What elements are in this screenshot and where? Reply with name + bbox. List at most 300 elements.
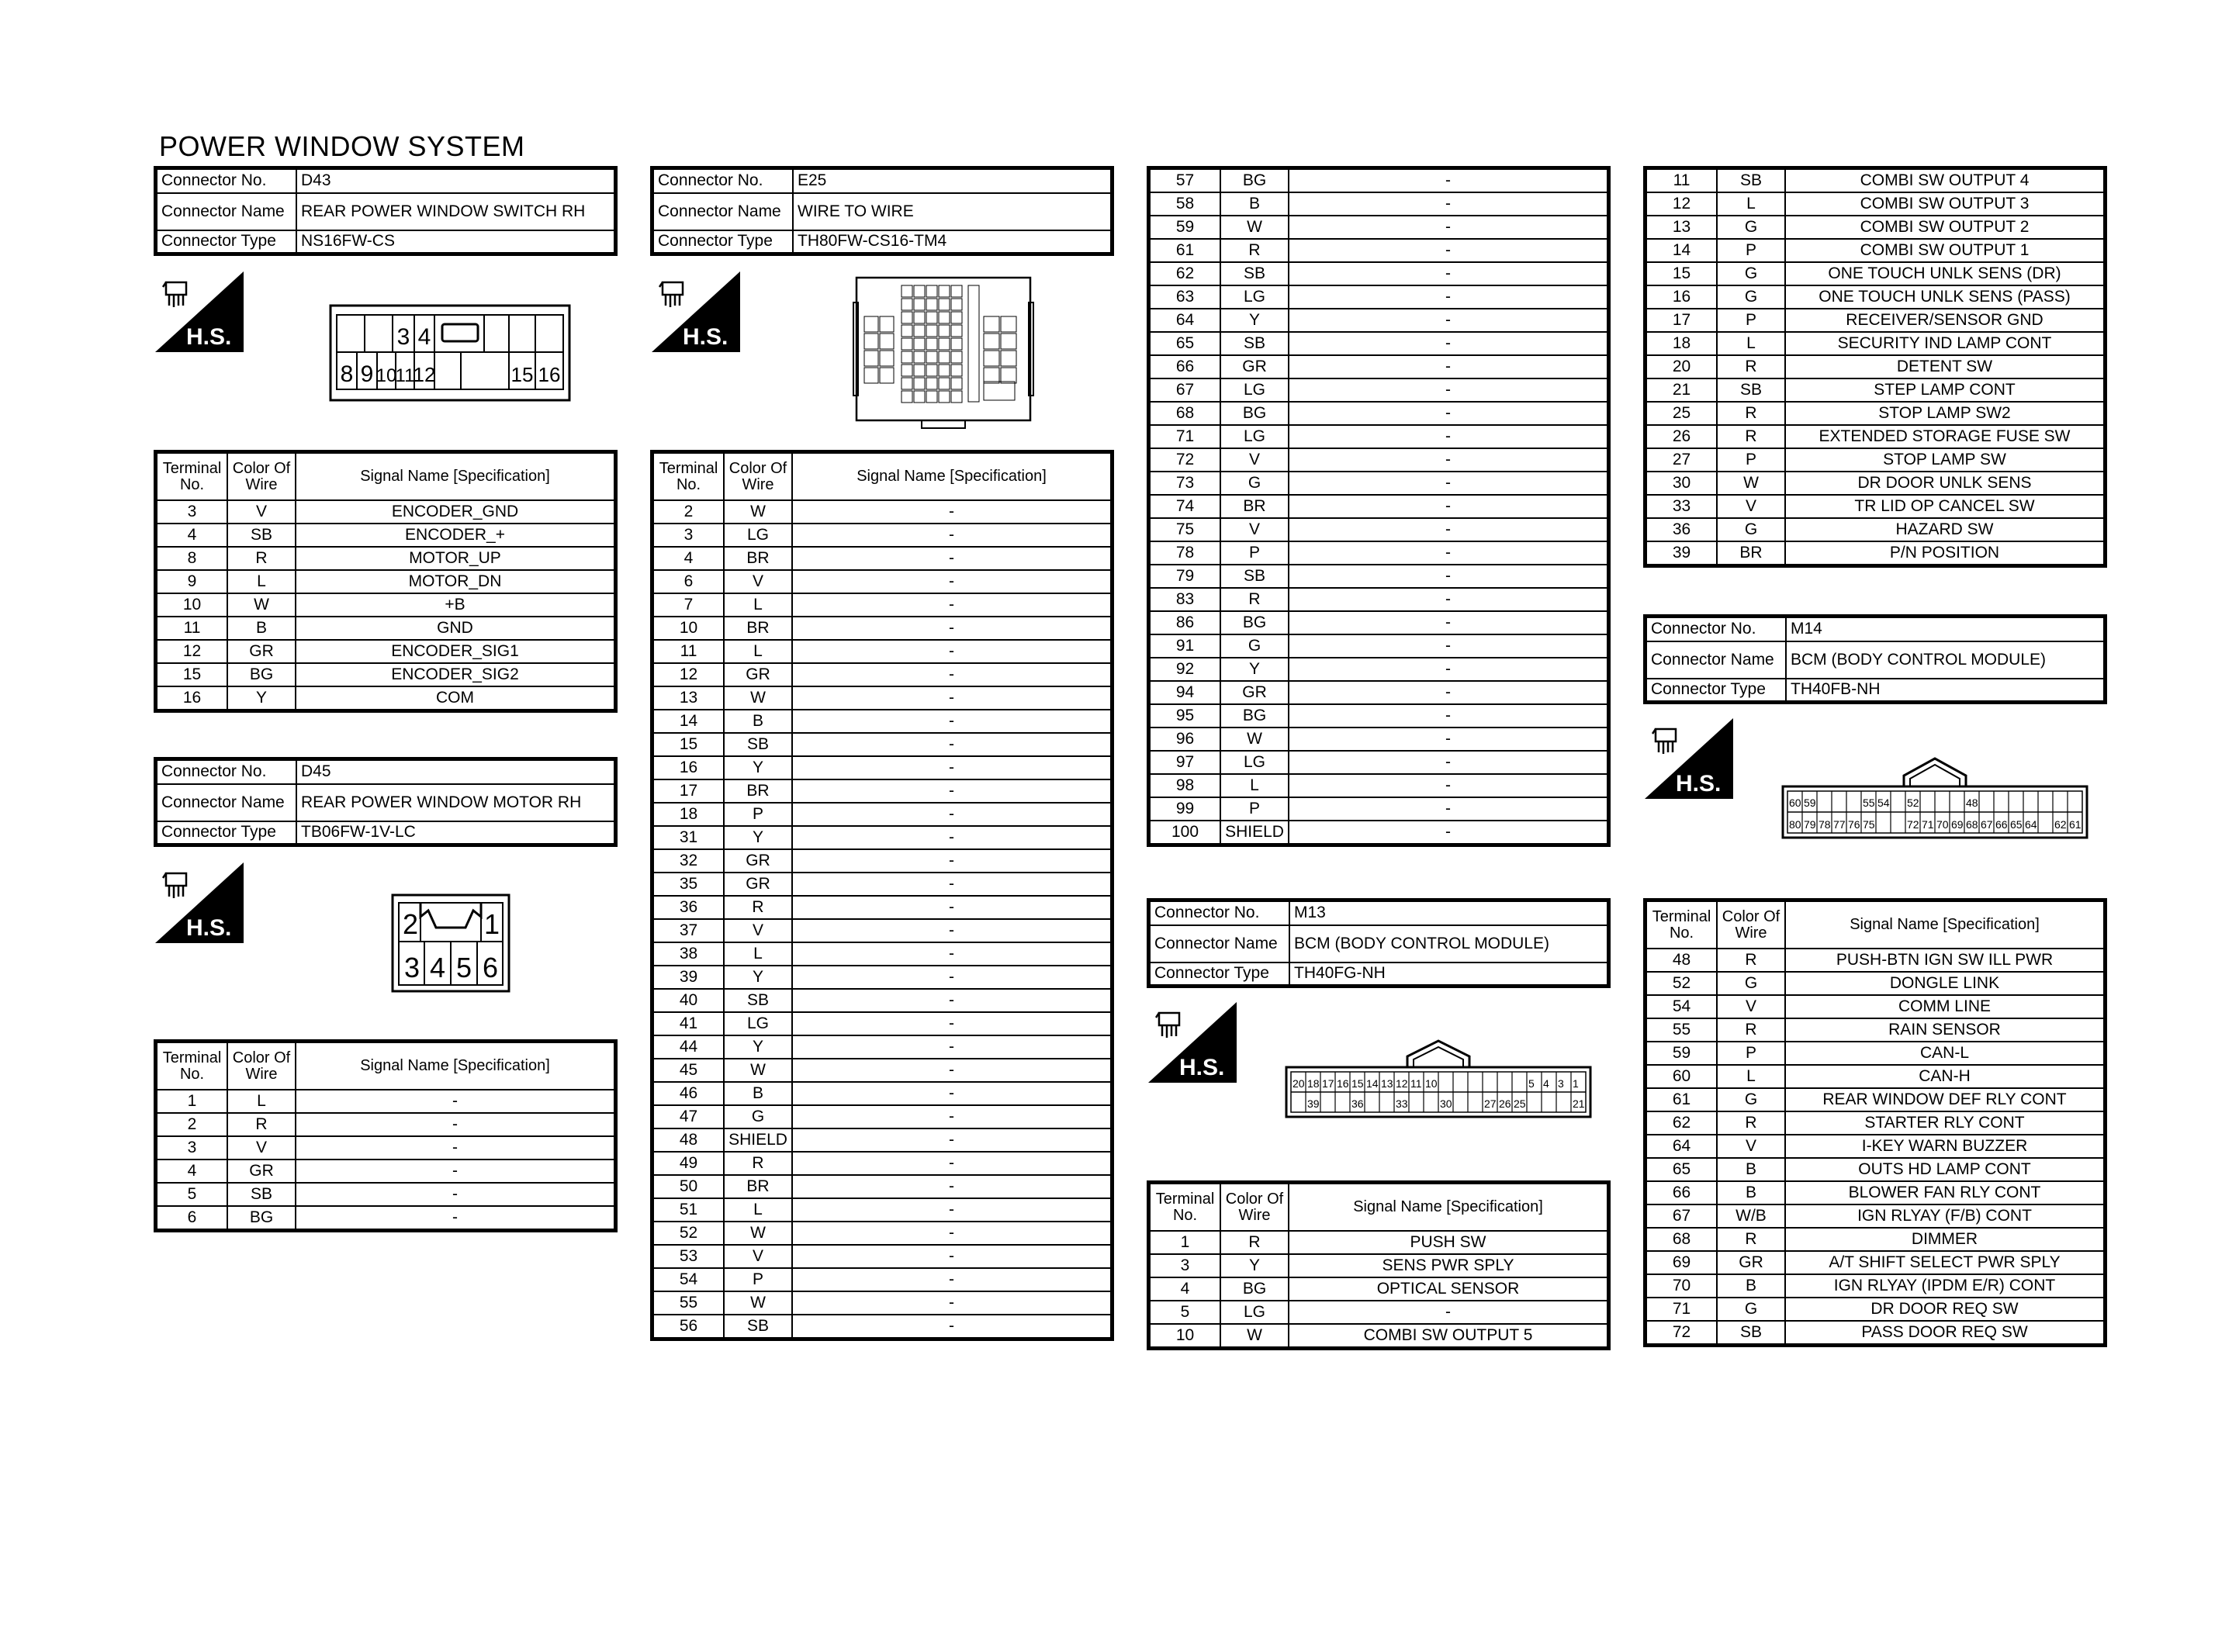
wire-color-cell: L: [724, 640, 792, 663]
terminal-no-cell: 50: [653, 1175, 724, 1198]
terminal-no-cell: 17: [1646, 309, 1717, 332]
table-row: [653, 1268, 1111, 1291]
table-row: [653, 1012, 1111, 1035]
table-row: [1150, 518, 1607, 541]
terminal-no-cell: 92: [1150, 658, 1220, 681]
svg-text:20: 20: [1293, 1077, 1305, 1090]
svg-text:33: 33: [1396, 1097, 1408, 1110]
signal-name-cell: COM: [296, 686, 614, 710]
table-row: [653, 1035, 1111, 1059]
signal-name-cell: -: [1289, 402, 1607, 425]
svg-text:70: 70: [1936, 818, 1949, 831]
svg-text:60: 60: [1789, 797, 1801, 809]
wire-color-cell: P: [1220, 541, 1289, 565]
signal-name-cell: -: [1289, 262, 1607, 285]
table-row: [1150, 1301, 1607, 1324]
wire-color-cell: W: [724, 500, 792, 524]
header-terminal-no: Terminal No.: [1150, 1184, 1220, 1231]
terminal-no-cell: 11: [653, 640, 724, 663]
terminal-no-cell: 3: [1150, 1254, 1220, 1277]
svg-text:80: 80: [1789, 818, 1801, 831]
wire-color-cell: BR: [724, 779, 792, 803]
svg-text:4: 4: [417, 324, 431, 350]
terminal-no-cell: 61: [1150, 239, 1220, 262]
terminal-no-cell: 55: [653, 1291, 724, 1315]
signal-name-cell: -: [792, 756, 1111, 779]
signal-name-cell: -: [1289, 565, 1607, 588]
terminal-no-cell: 39: [1646, 541, 1717, 565]
terminal-no-cell: 72: [1646, 1321, 1717, 1344]
terminal-no-cell: 49: [653, 1152, 724, 1175]
label-connector-type: Connector Type: [1150, 963, 1289, 985]
terminal-table-m13: [1147, 1180, 1611, 1350]
signal-name-cell: DETENT SW: [1785, 355, 2104, 378]
table-row: [653, 1222, 1111, 1245]
signal-name-cell: COMBI SW OUTPUT 2: [1785, 216, 2104, 239]
signal-name-cell: -: [296, 1160, 614, 1183]
terminal-no-cell: 8: [157, 547, 227, 570]
terminal-no-cell: 5: [157, 1183, 227, 1206]
label-connector-no: Connector No.: [157, 169, 296, 193]
table-row: [653, 524, 1111, 547]
table-row: [157, 640, 614, 663]
terminal-no-cell: 9: [157, 570, 227, 593]
svg-text:10: 10: [375, 365, 397, 386]
signal-name-cell: -: [1289, 704, 1607, 728]
terminal-no-cell: 4: [1150, 1277, 1220, 1301]
wire-color-cell: W/B: [1717, 1204, 1785, 1228]
terminal-no-cell: 14: [1646, 239, 1717, 262]
wire-color-cell: LG: [1220, 751, 1289, 774]
wire-color-cell: SB: [1220, 332, 1289, 355]
table-row: [1646, 995, 2104, 1018]
wire-color-cell: R: [1220, 239, 1289, 262]
table-row: [653, 733, 1111, 756]
terminal-no-cell: 53: [653, 1245, 724, 1268]
svg-text:67: 67: [1981, 818, 1993, 831]
table-row: [1646, 262, 2104, 285]
terminal-no-cell: 13: [653, 686, 724, 710]
signal-name-cell: HAZARD SW: [1785, 518, 2104, 541]
signal-name-cell: -: [1289, 588, 1607, 611]
table-row: [653, 1105, 1111, 1128]
svg-text:11: 11: [1410, 1077, 1422, 1090]
signal-name-cell: -: [792, 1082, 1111, 1105]
table-row: [1646, 972, 2104, 995]
wire-color-cell: BG: [1220, 1277, 1289, 1301]
table-row: [1646, 192, 2104, 216]
signal-name-cell: -: [1289, 797, 1607, 821]
wire-color-cell: L: [1717, 332, 1785, 355]
wire-color-cell: LG: [1220, 1301, 1289, 1324]
svg-text:5: 5: [1528, 1077, 1535, 1090]
terminal-no-cell: 31: [653, 826, 724, 849]
table-row: [157, 547, 614, 570]
terminal-no-cell: 68: [1646, 1228, 1717, 1251]
svg-text:21: 21: [1573, 1097, 1585, 1110]
table-row: [1646, 472, 2104, 495]
signal-name-cell: -: [1289, 634, 1607, 658]
terminal-no-cell: 16: [1646, 285, 1717, 309]
connector-type-value: TH40FB-NH: [1786, 679, 2104, 701]
connector-info-e25: [650, 166, 1114, 256]
svg-text:15: 15: [510, 363, 534, 386]
table-row: [1646, 425, 2104, 448]
svg-text:4: 4: [429, 952, 446, 983]
connector-name-value: BCM (BODY CONTROL MODULE): [1786, 641, 2104, 679]
table-row: [1150, 565, 1607, 588]
table-row: [1150, 611, 1607, 634]
table-row: [653, 1315, 1111, 1338]
wire-color-cell: W: [724, 1291, 792, 1315]
signal-name-cell: DR DOOR REQ SW: [1785, 1298, 2104, 1321]
wire-color-cell: BG: [1220, 169, 1289, 192]
terminal-no-cell: 95: [1150, 704, 1220, 728]
table-row: [653, 919, 1111, 942]
table-row: [1150, 658, 1607, 681]
wire-color-cell: P: [1717, 448, 1785, 472]
terminal-no-cell: 54: [653, 1268, 724, 1291]
wire-color-cell: W: [724, 1059, 792, 1082]
wire-color-cell: R: [1220, 1231, 1289, 1254]
label-connector-type: Connector Type: [1646, 679, 1786, 701]
connector-name-value: BCM (BODY CONTROL MODULE): [1289, 925, 1607, 963]
wire-color-cell: B: [1717, 1274, 1785, 1298]
header-signal-name: Signal Name [Specification]: [296, 1042, 614, 1090]
signal-name-cell: -: [792, 1012, 1111, 1035]
table-row: [1150, 1231, 1607, 1254]
table-row: [653, 640, 1111, 663]
svg-text:H.S.: H.S.: [683, 324, 728, 350]
terminal-no-cell: 27: [1646, 448, 1717, 472]
terminal-no-cell: 40: [653, 989, 724, 1012]
table-row: [157, 1206, 614, 1229]
table-row: [157, 500, 614, 524]
connector-face-m13: [1285, 1038, 1592, 1121]
wire-color-cell: Y: [1220, 1254, 1289, 1277]
terminal-no-cell: 61: [1646, 1088, 1717, 1111]
label-connector-type: Connector Type: [157, 230, 296, 253]
label-connector-name: Connector Name: [1150, 925, 1289, 963]
table-row: [653, 547, 1111, 570]
signal-name-cell: -: [296, 1090, 614, 1113]
signal-name-cell: -: [1289, 728, 1607, 751]
wire-color-cell: V: [724, 570, 792, 593]
signal-name-cell: -: [1289, 658, 1607, 681]
wire-color-cell: BR: [1220, 495, 1289, 518]
svg-text:36: 36: [1351, 1097, 1364, 1110]
table-row: [1646, 216, 2104, 239]
wire-color-cell: G: [1717, 518, 1785, 541]
svg-text:64: 64: [2025, 818, 2037, 831]
signal-name-cell: ENCODER_GND: [296, 500, 614, 524]
table-row: [653, 779, 1111, 803]
table-row: [1646, 1042, 2104, 1065]
signal-name-cell: -: [792, 803, 1111, 826]
terminal-no-cell: 39: [653, 966, 724, 989]
table-row: [1150, 309, 1607, 332]
terminal-no-cell: 5: [1150, 1301, 1220, 1324]
terminal-no-cell: 1: [157, 1090, 227, 1113]
header-color-of-wire: Color Of Wire: [1220, 1184, 1289, 1231]
terminal-no-cell: 62: [1150, 262, 1220, 285]
table-row: [653, 1291, 1111, 1315]
table-row: [1150, 448, 1607, 472]
table-row: [1150, 634, 1607, 658]
signal-name-cell: CAN-L: [1785, 1042, 2104, 1065]
terminal-no-cell: 63: [1150, 285, 1220, 309]
wire-color-cell: V: [1717, 1135, 1785, 1158]
terminal-no-cell: 16: [157, 686, 227, 710]
signal-name-cell: -: [1289, 774, 1607, 797]
header-signal-name: Signal Name [Specification]: [1785, 901, 2104, 949]
connector-name-value: WIRE TO WIRE: [793, 193, 1111, 230]
signal-name-cell: STOP LAMP SW2: [1785, 402, 2104, 425]
svg-text:71: 71: [1922, 818, 1934, 831]
svg-text:61: 61: [2069, 818, 2082, 831]
table-row: [157, 1183, 614, 1206]
table-row: [1150, 402, 1607, 425]
table-row: [157, 1090, 614, 1113]
svg-text:4: 4: [1543, 1077, 1549, 1090]
wire-color-cell: W: [1220, 728, 1289, 751]
wire-color-cell: R: [1717, 1018, 1785, 1042]
wire-color-cell: Y: [724, 756, 792, 779]
table-row: [1646, 1274, 2104, 1298]
wire-color-cell: Y: [724, 966, 792, 989]
terminal-table-d43: [154, 450, 618, 713]
table-row: [1646, 1018, 2104, 1042]
table-row: [653, 1059, 1111, 1082]
signal-name-cell: SECURITY IND LAMP CONT: [1785, 332, 2104, 355]
svg-text:52: 52: [1907, 797, 1919, 809]
table-row: [653, 989, 1111, 1012]
signal-name-cell: -: [792, 1175, 1111, 1198]
svg-text:62: 62: [2054, 818, 2067, 831]
label-connector-no: Connector No.: [157, 760, 296, 784]
connector-info-d43: [154, 166, 618, 256]
wire-color-cell: LG: [1220, 378, 1289, 402]
wire-color-cell: SB: [1717, 1321, 1785, 1344]
connector-info-d45: [154, 757, 618, 847]
table-row: [1150, 169, 1607, 192]
svg-text:3: 3: [403, 952, 420, 983]
table-row: [1150, 541, 1607, 565]
terminal-table-e25-continued: [1147, 166, 1611, 847]
wire-color-cell: SB: [1220, 565, 1289, 588]
terminal-no-cell: 36: [1646, 518, 1717, 541]
table-row: [1150, 1254, 1607, 1277]
table-row: [1150, 821, 1607, 844]
table-row: [1150, 378, 1607, 402]
table-row: [653, 803, 1111, 826]
signal-name-cell: IGN RLYAY (F/B) CONT: [1785, 1204, 2104, 1228]
table-row: [1150, 751, 1607, 774]
connector-no-value: E25: [793, 169, 1111, 193]
signal-name-cell: -: [1289, 355, 1607, 378]
label-connector-no: Connector No.: [1150, 901, 1289, 925]
signal-name-cell: BLOWER FAN RLY CONT: [1785, 1181, 2104, 1204]
table-row: [1150, 704, 1607, 728]
svg-text:48: 48: [1966, 797, 1978, 809]
signal-name-cell: GND: [296, 617, 614, 640]
signal-name-cell: -: [1289, 309, 1607, 332]
table-row: [1646, 1135, 2104, 1158]
wire-color-cell: G: [1717, 1298, 1785, 1321]
wire-color-cell: W: [227, 593, 296, 617]
table-row: [653, 966, 1111, 989]
terminal-no-cell: 65: [1646, 1158, 1717, 1181]
terminal-no-cell: 56: [653, 1315, 724, 1338]
terminal-no-cell: 18: [1646, 332, 1717, 355]
wire-color-cell: G: [1220, 472, 1289, 495]
signal-name-cell: -: [792, 570, 1111, 593]
table-row: [653, 686, 1111, 710]
wire-color-cell: SB: [227, 524, 296, 547]
wire-color-cell: GR: [227, 640, 296, 663]
table-row: [1646, 1158, 2104, 1181]
signal-name-cell: -: [792, 1059, 1111, 1082]
svg-text:1: 1: [1573, 1077, 1579, 1090]
svg-text:65: 65: [2010, 818, 2023, 831]
header-terminal-no: Terminal No.: [1646, 901, 1717, 949]
terminal-no-cell: 41: [653, 1012, 724, 1035]
table-row: [653, 617, 1111, 640]
terminal-no-cell: 67: [1150, 378, 1220, 402]
svg-text:18: 18: [1307, 1077, 1320, 1090]
terminal-no-cell: 71: [1150, 425, 1220, 448]
terminal-no-cell: 10: [1150, 1324, 1220, 1347]
signal-name-cell: -: [1289, 518, 1607, 541]
wire-color-cell: Y: [1220, 658, 1289, 681]
table-row: [653, 1152, 1111, 1175]
svg-text:69: 69: [1951, 818, 1964, 831]
table-row: [1150, 797, 1607, 821]
table-row: [1150, 495, 1607, 518]
harness-side-icon: [155, 862, 244, 943]
terminal-no-cell: 32: [653, 849, 724, 873]
table-row: [1646, 378, 2104, 402]
terminal-no-cell: 86: [1150, 611, 1220, 634]
wire-color-cell: BG: [1220, 704, 1289, 728]
terminal-no-cell: 25: [1646, 402, 1717, 425]
signal-name-cell: -: [792, 873, 1111, 896]
terminal-no-cell: 46: [653, 1082, 724, 1105]
terminal-no-cell: 12: [157, 640, 227, 663]
terminal-no-cell: 3: [157, 1136, 227, 1160]
signal-name-cell: -: [1289, 216, 1607, 239]
svg-text:H.S.: H.S.: [1676, 771, 1722, 797]
signal-name-cell: OUTS HD LAMP CONT: [1785, 1158, 2104, 1181]
wire-color-cell: Y: [724, 1035, 792, 1059]
wire-color-cell: P: [1717, 1042, 1785, 1065]
table-row: [1646, 1088, 2104, 1111]
terminal-no-cell: 11: [1646, 169, 1717, 192]
svg-text:78: 78: [1819, 818, 1831, 831]
svg-text:79: 79: [1804, 818, 1816, 831]
terminal-no-cell: 12: [1646, 192, 1717, 216]
table-row: [1646, 1298, 2104, 1321]
table-row: [1646, 1251, 2104, 1274]
svg-text:8: 8: [340, 361, 354, 387]
wire-color-cell: BG: [1220, 402, 1289, 425]
wire-color-cell: BR: [724, 547, 792, 570]
signal-name-cell: -: [1289, 169, 1607, 192]
table-row: [653, 1198, 1111, 1222]
svg-text:1: 1: [483, 908, 500, 940]
harness-side-icon: [1645, 718, 1733, 799]
terminal-no-cell: 44: [653, 1035, 724, 1059]
svg-text:17: 17: [1322, 1077, 1334, 1090]
wire-color-cell: B: [724, 710, 792, 733]
table-row: [157, 1160, 614, 1183]
table-row: [1150, 425, 1607, 448]
table-row: [1646, 1321, 2104, 1344]
terminal-no-cell: 16: [653, 756, 724, 779]
label-connector-no: Connector No.: [653, 169, 793, 193]
label-connector-name: Connector Name: [1646, 641, 1786, 679]
signal-name-cell: ONE TOUCH UNLK SENS (PASS): [1785, 285, 2104, 309]
signal-name-cell: COMBI SW OUTPUT 4: [1785, 169, 2104, 192]
signal-name-cell: PUSH-BTN IGN SW ILL PWR: [1785, 949, 2104, 972]
wire-color-cell: SB: [724, 1315, 792, 1338]
wire-color-cell: L: [724, 593, 792, 617]
terminal-no-cell: 100: [1150, 821, 1220, 844]
wire-color-cell: L: [227, 570, 296, 593]
connector-no-value: M14: [1786, 617, 2104, 641]
terminal-no-cell: 65: [1150, 332, 1220, 355]
wire-color-cell: SB: [724, 733, 792, 756]
wire-color-cell: V: [227, 500, 296, 524]
wire-color-cell: V: [1220, 518, 1289, 541]
signal-name-cell: RECEIVER/SENSOR GND: [1785, 309, 2104, 332]
terminal-no-cell: 15: [157, 663, 227, 686]
wire-color-cell: V: [724, 1245, 792, 1268]
terminal-no-cell: 98: [1150, 774, 1220, 797]
wire-color-cell: P: [724, 1268, 792, 1291]
wire-color-cell: W: [1717, 472, 1785, 495]
table-row: [1150, 332, 1607, 355]
signal-name-cell: -: [792, 779, 1111, 803]
label-connector-name: Connector Name: [157, 784, 296, 821]
signal-name-cell: TR LID OP CANCEL SW: [1785, 495, 2104, 518]
wire-color-cell: SB: [1717, 169, 1785, 192]
table-row: [1150, 262, 1607, 285]
terminal-no-cell: 64: [1646, 1135, 1717, 1158]
wire-color-cell: W: [1220, 1324, 1289, 1347]
signal-name-cell: -: [1289, 681, 1607, 704]
wire-color-cell: GR: [724, 663, 792, 686]
signal-name-cell: CAN-H: [1785, 1065, 2104, 1088]
table-row: [653, 1245, 1111, 1268]
svg-text:12: 12: [1396, 1077, 1408, 1090]
terminal-no-cell: 6: [653, 570, 724, 593]
signal-name-cell: -: [792, 593, 1111, 617]
wire-color-cell: R: [1717, 1111, 1785, 1135]
signal-name-cell: COMBI SW OUTPUT 3: [1785, 192, 2104, 216]
signal-name-cell: -: [792, 919, 1111, 942]
signal-name-cell: COMBI SW OUTPUT 1: [1785, 239, 2104, 262]
terminal-no-cell: 60: [1646, 1065, 1717, 1088]
wire-color-cell: W: [724, 1222, 792, 1245]
signal-name-cell: -: [1289, 821, 1607, 844]
terminal-no-cell: 78: [1150, 541, 1220, 565]
terminal-no-cell: 35: [653, 873, 724, 896]
signal-name-cell: PUSH SW: [1289, 1231, 1607, 1254]
table-row: [1646, 169, 2104, 192]
terminal-no-cell: 48: [1646, 949, 1717, 972]
wire-color-cell: L: [1220, 774, 1289, 797]
